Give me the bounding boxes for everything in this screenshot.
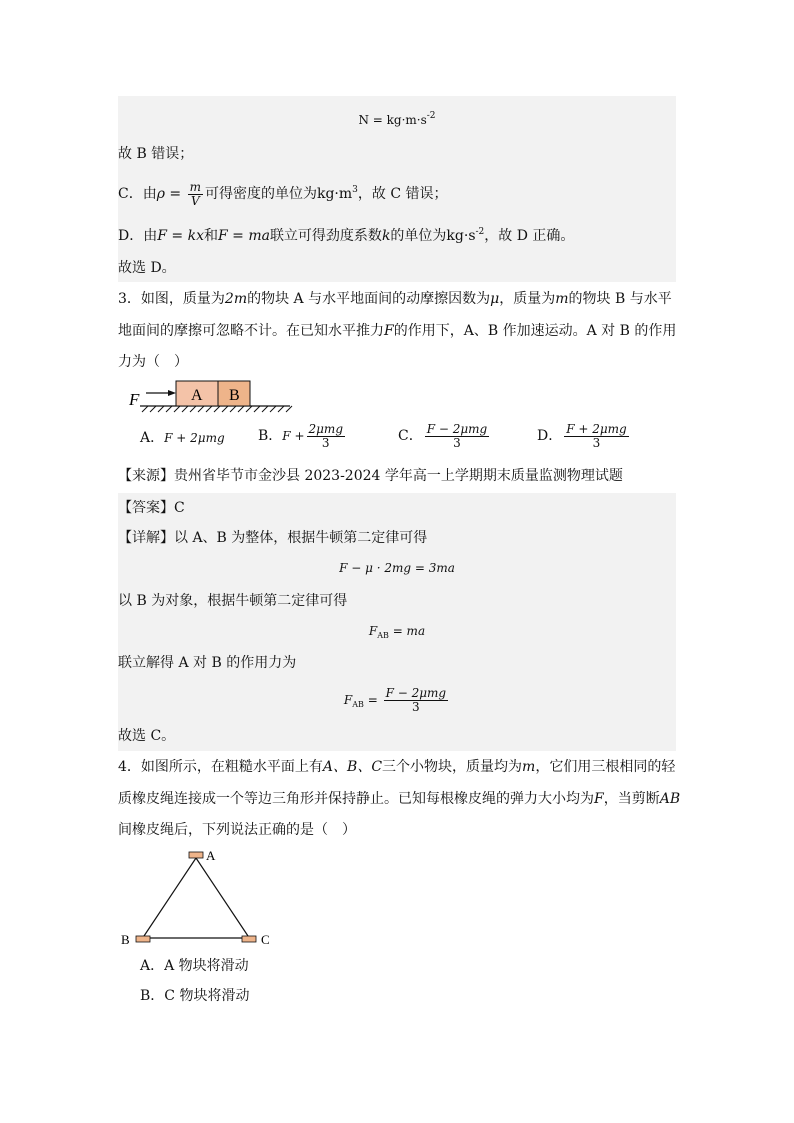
block-a-label: A: [191, 387, 203, 404]
q3-block-figure: [118, 376, 298, 416]
q4-option-a[interactable]: A．A 物块将滑动: [140, 958, 249, 974]
q4-option-b[interactable]: B．C 物块将滑动: [140, 988, 250, 1004]
q4-triangle-figure: [118, 846, 283, 950]
ground-hatch: [142, 406, 292, 412]
block-b-label: B: [229, 387, 240, 404]
unit-formula: $N = kg\cdot m\cdot s^{-2}$: [358, 111, 436, 127]
q3-detail-line3: 联立解得 A 对 B 的作用力为: [118, 655, 297, 671]
block-c: [242, 936, 256, 942]
q4-stem-line1: 4．如图所示，在粗糙水平面上有A、B、C三个小物块，质量均为m，它们用三根相同的轻: [118, 759, 676, 775]
q3-equation-1: F − μ · 2mg = 3ma: [339, 561, 455, 575]
vertex-c-label: C: [261, 932, 270, 947]
q4-stem-line3: 间橡皮绳后，下列说法正确的是（ ）: [118, 822, 356, 838]
force-label: F: [129, 390, 140, 409]
q4-stem-line2: 质橡皮绳连接成一个等边三角形并保持静止。已知每根橡皮绳的弹力大小均为F，当剪断AB: [118, 791, 681, 807]
q3-choose: 故选 C。: [118, 728, 176, 744]
choose-d: 故选 D。: [118, 260, 176, 276]
option-d-explanation: D．由F = kx和F = ma联立可得劲度系数k的单位为$kg\cdot s^{-2}$，故 D 正确。: [118, 227, 575, 244]
q3-detail-line2: 以 B 为对象，根据牛顿第二定律可得: [118, 593, 348, 609]
q3-stem-line3: 力为（ ）: [118, 354, 188, 370]
q3-answer: 【答案】C: [118, 500, 185, 516]
q3-option-a[interactable]: A．F + 2μmg: [140, 430, 225, 446]
q3-stem-line2: 地面间的摩擦可忽略不计。在已知水平推力F的作用下，A、B 作加速运动。A 对 B 的作用: [118, 323, 677, 339]
force-arrow-head: [168, 390, 176, 396]
q3-option-b[interactable]: B．F + $\frac{\text{2μmg}}{3}$: [258, 421, 343, 450]
q3-option-c[interactable]: C． $\frac{\text{F − 2μmg}}{3}$: [398, 421, 488, 450]
q3-stem-line1: 3．如图，质量为2m的物块 A 与水平地面间的动摩擦因数为μ，质量为m的物块 B 与水平: [118, 291, 672, 307]
vertex-b-label: B: [121, 932, 130, 947]
b-wrong: 故 B 错误；: [118, 146, 194, 162]
vertex-a-label: A: [206, 848, 216, 863]
q3-option-d[interactable]: D． $\frac{\text{F + 2μmg}}{3}$: [537, 421, 627, 450]
band-ac: [196, 858, 248, 936]
q3-equation-3: $F_{AB}$ = $\frac{\text{F − 2μmg}}{3}$: [343, 685, 447, 714]
block-b: [136, 936, 150, 942]
band-ab: [144, 858, 196, 936]
block-a: [189, 852, 203, 858]
q3-equation-2: $F_{AB}$ = ma: [368, 624, 426, 640]
q3-source: 【来源】贵州省毕节市金沙县 2023-2024 学年高一上学期期末质量监测物理试题: [118, 468, 623, 484]
option-c-explanation: C．由ρ = $\frac{m}{V}$ 可得密度的单位为$kg\cdot m^3$，故 C 错误；: [118, 179, 448, 208]
q3-detail-line1: 【详解】以 A、B 为整体，根据牛顿第二定律可得: [118, 530, 428, 546]
